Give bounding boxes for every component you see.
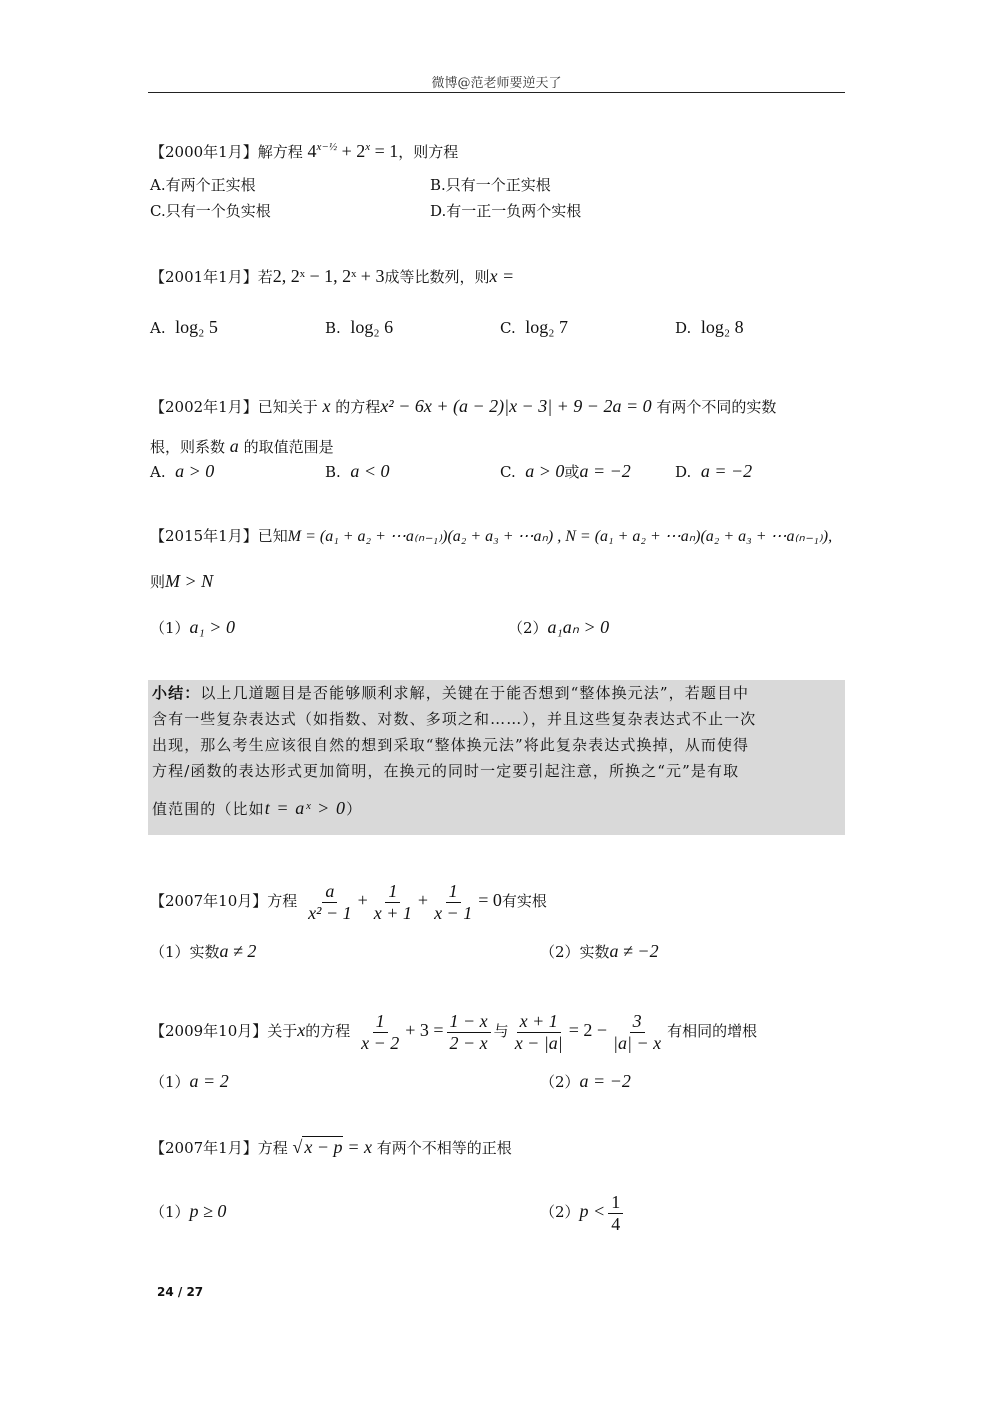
equation: 2, 2ˣ − 1, 2ˣ + 3	[272, 266, 385, 286]
option-c	[500, 316, 568, 339]
operator: +	[417, 890, 429, 910]
summary-line: 方程/函数的表达形式更加简明，在换元的同时一定要引起注意，所换之“元”是有取	[152, 762, 740, 780]
stem-text: 根，则系数	[150, 438, 226, 456]
stem-text: 有相同的增根	[667, 1022, 758, 1040]
page-number: 24 / 27	[157, 1285, 204, 1299]
problem-2002-stem	[150, 395, 776, 418]
option-label: （1）	[150, 619, 190, 637]
option-label: A.	[150, 463, 166, 481]
summary-math: t = aˣ > 0	[264, 798, 347, 818]
equation: x² − 6x + (a − 2)|x − 3| + 9 − 2a = 0	[380, 396, 652, 416]
denominator: 2 − x	[449, 1032, 488, 1053]
stem-text: 关于	[267, 1022, 298, 1040]
option-label: C.	[500, 463, 516, 481]
variable: a	[229, 436, 239, 456]
option-math: log₂ 6	[350, 317, 394, 337]
equation: M > N	[165, 571, 214, 591]
variable: x	[297, 1020, 306, 1040]
option-a: A.有两个正实根	[150, 176, 256, 194]
option-d	[675, 316, 744, 339]
option-c: C.只有一个负实根	[150, 202, 271, 220]
option-d: D.有一正一负两个实根	[430, 202, 582, 220]
denominator: x − 1	[434, 902, 473, 923]
problem-tag: 【2002年1月】	[150, 398, 258, 416]
problem-2002-stem-line2	[150, 435, 334, 458]
eq-part: = 1	[374, 141, 399, 161]
option-math: p <	[579, 1201, 606, 1221]
problem-2000-stem	[150, 136, 458, 163]
stem-text: 解方程	[257, 143, 303, 161]
stem-text: 则	[150, 573, 166, 591]
problem-tag: 【2007年10月】	[150, 892, 268, 910]
problem-tag: 【2000年1月】	[150, 143, 258, 161]
option-math: a ≠ 2	[219, 941, 257, 961]
problem-2015-stem-line2	[150, 570, 213, 593]
summary-text: 以上几道题目是否能够顺利求解，关键在于能否想到“整体换元法”，若题目中	[200, 684, 750, 702]
option-label: B.	[325, 319, 341, 337]
option-math: log₂ 7	[525, 317, 569, 337]
stem-text: 与	[493, 1022, 509, 1040]
summary-line	[152, 682, 749, 703]
eq-exp: x	[365, 141, 371, 153]
option-math: a₁aₙ > 0	[547, 617, 610, 637]
option-label: （1）	[150, 1073, 190, 1091]
option-math: a ≠ −2	[609, 941, 659, 961]
option-label: （1）	[150, 1203, 190, 1221]
problem-2007-1-stem	[150, 1136, 512, 1159]
condition-1	[150, 616, 235, 639]
numerator: 1	[608, 1192, 623, 1214]
problem-tag: 【2015年1月】	[150, 527, 258, 545]
option-math: log₂ 5	[175, 317, 218, 337]
option-b: B.只有一个正实根	[430, 176, 551, 194]
fraction	[447, 1011, 491, 1054]
fraction	[358, 1011, 402, 1054]
option-math: log₂ 8	[700, 317, 744, 337]
denominator: 4	[611, 1213, 621, 1234]
problem-2009-10-stem	[150, 1006, 757, 1055]
stem-text: 方程	[267, 892, 298, 910]
option-label: C.	[500, 319, 516, 337]
fraction	[512, 1011, 566, 1054]
summary-text: 值范围的（比如	[152, 800, 265, 818]
eq-exp: x−½	[316, 141, 338, 153]
operator: + 3 =	[405, 1020, 444, 1040]
stem-text: 有两个不相等的正根	[376, 1139, 512, 1157]
numerator: 1	[446, 881, 461, 903]
option-label: （2）	[540, 1073, 580, 1091]
option-math: p ≥ 0	[189, 1201, 227, 1221]
denominator: x − 2	[361, 1032, 400, 1053]
option-math: a > 0	[175, 461, 215, 481]
equation	[308, 141, 399, 161]
condition-1	[150, 1070, 229, 1093]
stem-text: 的方程	[305, 1022, 351, 1040]
fraction	[608, 1192, 623, 1235]
operator: = 0	[478, 890, 502, 910]
option-math: a = 2	[189, 1071, 229, 1091]
stem-text: 方程	[257, 1139, 288, 1157]
equation: = x	[347, 1137, 372, 1157]
stem-text: 已知关于	[257, 398, 318, 416]
numerator: x + 1	[517, 1011, 561, 1033]
option-math: a₁ > 0	[189, 617, 235, 637]
condition-2	[540, 1188, 626, 1235]
problem-2015-stem	[150, 525, 832, 548]
eq-part: 4	[307, 141, 317, 161]
summary-line: 含有一些复杂表达式（如指数、对数、多项之和……），并且这些复杂表达式不止一次	[152, 710, 757, 728]
numerator: 3	[630, 1011, 645, 1033]
numerator: 1	[373, 1011, 388, 1033]
option-text: 或	[564, 463, 580, 481]
option-label: （1）实数	[150, 943, 220, 961]
condition-2	[540, 940, 659, 963]
summary-line	[152, 798, 362, 819]
summary-line: 出现，那么考生应该很自然的想到采取“整体换元法”将此复杂表达式换掉，从而使得	[152, 736, 750, 754]
option-c	[500, 460, 631, 483]
denominator: x² − 1	[308, 902, 352, 923]
condition-2	[540, 1070, 631, 1093]
option-math: a > 0	[525, 461, 565, 481]
fraction	[305, 881, 355, 924]
sqrt-body: x − p	[304, 1137, 343, 1157]
stem-text: 若	[257, 268, 273, 286]
option-label: （2）	[508, 619, 548, 637]
equation: M = (a₁ + a₂ + ⋯a₍ₙ₋₁₎)(a₂ + a₃ + ⋯aₙ) , N = (a₁ + a₂ + ⋯aₙ)(a₂ + a₃ + ⋯a₍ₙ₋₁₎),	[287, 528, 833, 545]
variable: x	[322, 396, 331, 416]
fraction	[431, 881, 475, 924]
numerator: 1 − x	[447, 1011, 491, 1033]
option-d	[675, 460, 752, 483]
stem-text: 有实根	[501, 892, 547, 910]
problem-2001-stem	[150, 265, 514, 288]
condition-2	[508, 616, 609, 639]
sqrt-sign: √	[292, 1137, 303, 1157]
problem-tag: 【2009年10月】	[150, 1022, 268, 1040]
operator: +	[357, 890, 368, 910]
option-math: a = −2	[579, 461, 631, 481]
problem-tag: 【2001年1月】	[150, 268, 258, 286]
denominator: |a| − x	[613, 1032, 662, 1053]
problem-tag: 【2007年1月】	[150, 1139, 258, 1157]
option-label: A.	[150, 319, 166, 337]
option-label: D.	[675, 463, 692, 481]
option-a	[150, 316, 218, 339]
stem-text: 成等比数列，则	[384, 268, 490, 286]
page-header: 微博@范老师要逆天了	[431, 76, 562, 91]
option-label: （2）	[540, 1203, 580, 1221]
variable: x =	[489, 266, 515, 286]
numerator: a	[322, 881, 337, 903]
denominator: x − |a|	[514, 1032, 563, 1053]
stem-text: 有两个不同的实数	[656, 398, 777, 416]
option-a	[150, 460, 214, 483]
denominator: x + 1	[373, 902, 412, 923]
eq-part: + 2	[341, 141, 366, 161]
condition-1	[150, 1200, 226, 1223]
stem-text: 已知	[257, 527, 288, 545]
summary-text: ）	[346, 800, 363, 818]
header-divider	[148, 92, 845, 93]
problem-2007-10-stem	[150, 876, 547, 925]
summary-label: 小结：	[152, 684, 201, 702]
option-b	[325, 460, 390, 483]
condition-1	[150, 940, 256, 963]
operator: = 2 −	[568, 1020, 608, 1040]
option-math: a = −2	[579, 1071, 631, 1091]
stem-text: ，则方程	[398, 143, 459, 161]
option-label: D.	[675, 319, 692, 337]
option-label: （2）实数	[540, 943, 610, 961]
fraction	[610, 1011, 664, 1054]
option-math: a = −2	[700, 461, 753, 481]
option-b	[325, 316, 393, 339]
numerator: 1	[385, 881, 400, 903]
summary-box	[148, 680, 845, 835]
fraction	[371, 881, 415, 924]
stem-text: 的方程	[335, 398, 381, 416]
stem-text: 的取值范围是	[243, 438, 334, 456]
option-math: a < 0	[350, 461, 390, 481]
option-label: B.	[325, 463, 341, 481]
